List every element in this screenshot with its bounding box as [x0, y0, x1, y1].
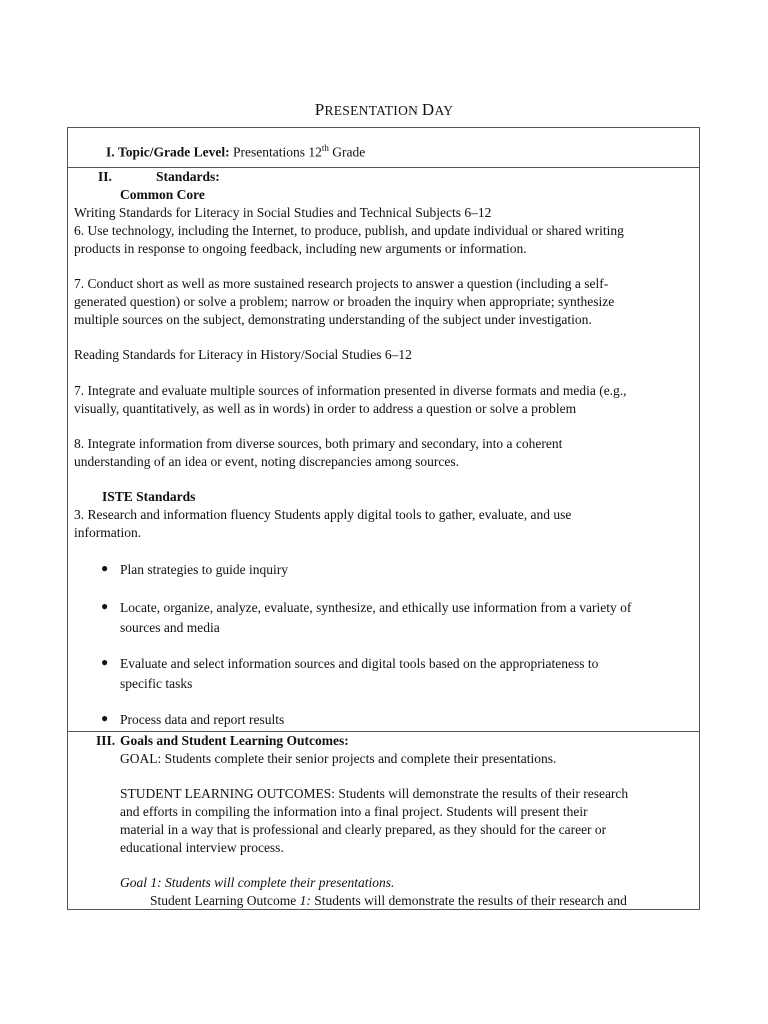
standard-line: generated question) or solve a problem; narrow or broaden the inquiry when appropriate; synthesize: [74, 294, 615, 309]
page-title: PRESENTATION DAY: [314, 100, 454, 119]
bullet-item: Plan strategies to guide inquiry: [120, 562, 288, 577]
goal-1: Goal 1: Students will complete their presentations.: [120, 875, 395, 890]
standard-line: Reading Standards for Literacy in History/Social Studies 6–12: [74, 347, 412, 362]
standard-line: 8. Integrate information from diverse sources, both primary and secondary, into a coherent: [74, 436, 563, 451]
standard-line: 6. Use technology, including the Internet, to produce, publish, and update individual or shared writing: [74, 223, 624, 238]
standard-line: 7. Conduct short as well as more sustained research projects to answer a question (including a self-: [74, 276, 609, 291]
goals-heading: Goals and Student Learning Outcomes:: [120, 733, 349, 748]
bullet-item: specific tasks: [120, 676, 193, 691]
bullet-icon: ●: [101, 561, 109, 575]
standards-numeral: II.: [98, 169, 112, 184]
outcomes-line: material in a way that is professional and clearly prepared, as they should for the career or: [120, 822, 607, 837]
bullet-item: Evaluate and select information sources and digital tools based on the appropriateness to: [120, 656, 599, 671]
topic-section: [67, 127, 700, 168]
goals-section: [67, 731, 700, 910]
outcomes-line: educational interview process.: [120, 840, 284, 855]
common-core-heading: Common Core: [120, 187, 205, 202]
iste-heading: ISTE Standards: [102, 489, 196, 504]
bullet-item: Process data and report results: [120, 712, 285, 727]
standard-line: understanding of an idea or event, noting discrepancies among sources.: [74, 454, 460, 469]
bullet-icon: ●: [101, 655, 109, 669]
bullet-item: Locate, organize, analyze, evaluate, synthesize, and ethically use information from a variety of: [120, 600, 632, 615]
standard-line: 7. Integrate and evaluate multiple sources of information presented in diverse formats and media (e.g.,: [74, 383, 627, 398]
iste-line: information.: [74, 525, 142, 540]
standard-line: Writing Standards for Literacy in Social Studies and Technical Subjects 6–12: [74, 205, 492, 220]
slo-line: Student Learning Outcome 1: Students will demonstrate the results of their research and: [150, 893, 627, 908]
goals-numeral: III.: [96, 733, 116, 748]
standards-section: [67, 167, 700, 731]
standard-line: visually, quantitatively, as well as in words) in order to address a question or solve a problem: [74, 401, 577, 416]
iste-line: 3. Research and information fluency Students apply digital tools to gather, evaluate, and use: [74, 507, 572, 522]
topic-line: I. Topic/Grade Level: Presentations 12th Grade: [106, 143, 366, 160]
outcomes-line: STUDENT LEARNING OUTCOMES: Students will demonstrate the results of their research: [120, 786, 629, 801]
standard-line: multiple sources on the subject, demonstrating understanding of the subject under investigation.: [74, 312, 592, 327]
goal-text: GOAL: Students complete their senior projects and complete their presentations.: [120, 751, 557, 766]
standards-heading: Standards:: [156, 169, 220, 184]
standard-line: products in response to ongoing feedback, including new arguments or information.: [74, 241, 527, 256]
bullet-icon: ●: [101, 711, 109, 725]
bullet-icon: ●: [101, 599, 109, 613]
bullet-item: sources and media: [120, 620, 220, 635]
outcomes-line: and efforts in compiling the information into a final project. Students will present their: [120, 804, 588, 819]
